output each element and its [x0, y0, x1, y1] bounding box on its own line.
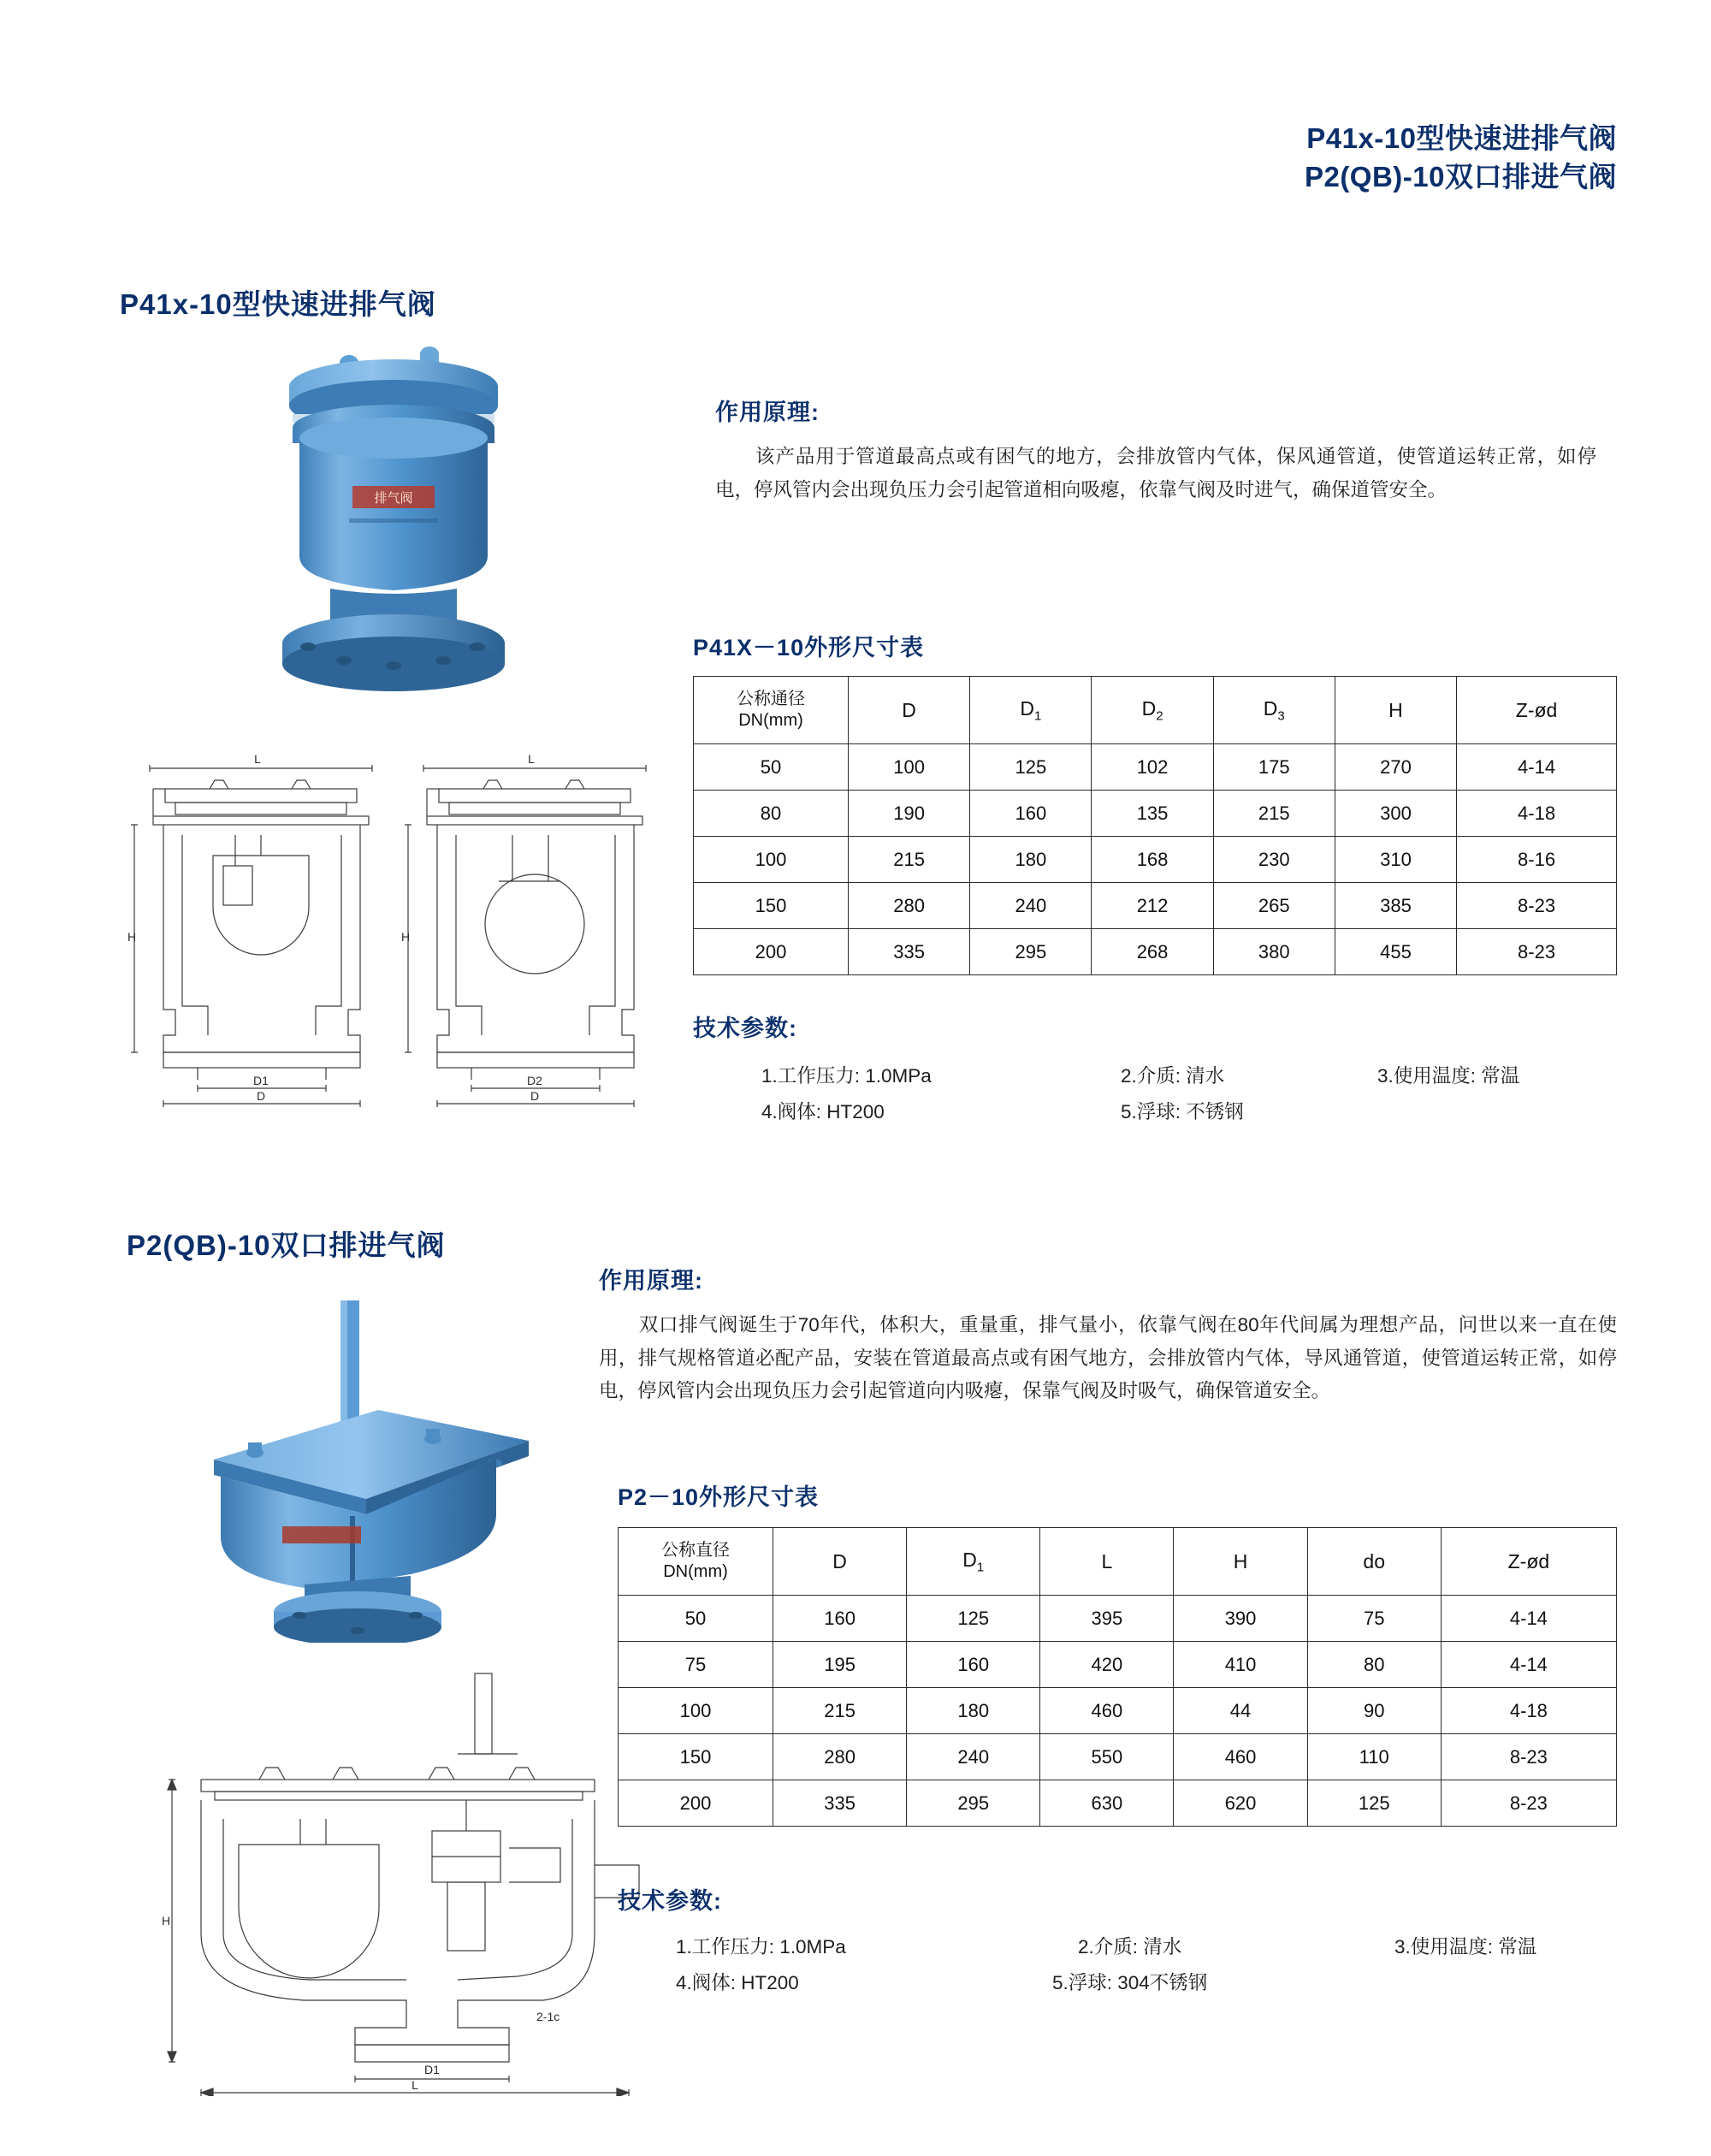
cell-r1-c1: 190	[849, 791, 970, 837]
col-header-4: $D_3$	[1213, 677, 1335, 744]
section2-table-heading: P2－10外形尺寸表	[618, 1484, 820, 1510]
svg-text:L: L	[254, 753, 261, 766]
section2-principle-text: 双口排气阀诞生于70年代，体积大，重量重，排气量小，依靠气阀在80年代间属为理想产品，问世以来一直在使用，排气规格管道必配产品，安装在管道最高点或有困气地方，会排放管内气体，导风通管道，使管道运转正常，如停电，停风管内会出现负压力会引起管道向内吸瘪，保靠气阀及时吸气，确保管道安全。	[599, 1314, 1617, 1402]
cell-r0-c0: 50	[694, 744, 849, 791]
cell-r0-c1: 100	[849, 744, 970, 791]
svg-text:D1: D1	[424, 2063, 440, 2076]
col-header-1: D	[773, 1528, 907, 1596]
cell-r1-c4: 410	[1174, 1642, 1307, 1688]
section2-tech-list	[676, 1932, 1617, 2004]
cell-r2-c2: 180	[907, 1688, 1040, 1734]
tech-item-1-1: 5.浮球: 不锈钢	[1121, 1101, 1244, 1122]
svg-text:H: H	[401, 930, 411, 944]
svg-text:H: H	[127, 930, 137, 944]
cell-r3-c5: 110	[1307, 1734, 1441, 1780]
tech-row-0	[676, 1932, 1617, 1968]
tech-row-1	[761, 1097, 1617, 1133]
cell-r4-c6: 8-23	[1457, 929, 1617, 975]
table-row	[694, 744, 1617, 791]
cell-r3-c0: 150	[694, 883, 849, 929]
section1-table-heading: P41X－10外形尺寸表	[693, 635, 925, 660]
cell-r0-c6: 4-14	[1441, 1596, 1616, 1642]
cell-r3-c4: 265	[1213, 883, 1335, 929]
svg-text:H: H	[162, 1914, 171, 1928]
col-header-3: $D_2$	[1092, 677, 1213, 744]
svg-text:D1: D1	[253, 1074, 269, 1087]
cell-r0-c3: 395	[1040, 1596, 1174, 1642]
cell-r1-c6: 4-18	[1457, 791, 1617, 837]
cell-r1-c2: 160	[907, 1642, 1040, 1688]
svg-text:D2: D2	[527, 1074, 542, 1087]
cell-r1-c5: 80	[1307, 1642, 1441, 1688]
cell-r2-c0: 100	[694, 837, 849, 883]
col-header-0: 公称通径 DN(mm)	[694, 677, 849, 744]
cell-r1-c4: 215	[1213, 791, 1335, 837]
col-header-2: $D_1$	[970, 677, 1092, 744]
cell-r2-c1: 215	[849, 837, 970, 883]
tech-item-1-0: 4.阀体: HT200	[761, 1101, 885, 1122]
svg-text:L: L	[411, 2078, 418, 2092]
cell-r2-c4: 44	[1174, 1688, 1307, 1734]
svg-text:D: D	[256, 1089, 266, 1103]
cell-r3-c5: 385	[1335, 883, 1456, 929]
cell-r2-c4: 230	[1213, 837, 1335, 883]
section1-title: P41x-10型快速进排气阀	[120, 288, 436, 320]
col-header-5: H	[1335, 677, 1456, 744]
cell-r3-c1: 280	[849, 883, 970, 929]
p2qb-section-drawing	[150, 1651, 689, 2096]
cell-r1-c3: 420	[1040, 1642, 1174, 1688]
table-row	[619, 1780, 1617, 1827]
col-header-1: D	[849, 677, 970, 744]
cell-r3-c0: 150	[619, 1734, 773, 1780]
col-header-3: L	[1040, 1528, 1174, 1596]
cell-r3-c2: 240	[970, 883, 1092, 929]
tech-row-1	[676, 1968, 1617, 2004]
section1-principle-text: 该产品用于管道最高点或有困气的地方，会排放管内气体，保风通管道，使管道运转正常，如停电，停风管内会出现负压力会引起管道相向吸瘪，依靠气阀及时进气，确保道管安全。	[715, 446, 1596, 500]
section2-tech-heading: 技术参数:	[618, 1888, 722, 1914]
col-header-0: 公称直径 DN(mm)	[619, 1528, 773, 1596]
table-row	[619, 1734, 1617, 1780]
tech-item-1-0: 4.阀体: HT200	[676, 1972, 799, 1993]
cell-r2-c6: 4-18	[1441, 1688, 1616, 1734]
table-row	[694, 929, 1617, 975]
cell-r1-c1: 195	[773, 1642, 907, 1688]
cell-r0-c5: 75	[1307, 1596, 1441, 1642]
drawing-label-2-1c: 2-1c	[536, 2010, 560, 2023]
cell-r4-c4: 380	[1213, 929, 1335, 975]
cell-r4-c3: 268	[1092, 929, 1213, 975]
cell-r4-c2: 295	[970, 929, 1092, 975]
cell-r0-c2: 125	[907, 1596, 1040, 1642]
cell-r2-c5: 310	[1335, 837, 1456, 883]
cell-r1-c0: 75	[619, 1642, 773, 1688]
cell-r1-c2: 160	[970, 791, 1092, 837]
table-row	[619, 1642, 1617, 1688]
tech-item-0-2: 3.使用温度: 常温	[1377, 1065, 1520, 1087]
table-row	[619, 1596, 1617, 1642]
cell-r4-c0: 200	[694, 929, 849, 975]
table-row	[694, 791, 1617, 837]
svg-text:排气阀: 排气阀	[374, 491, 413, 506]
cell-r2-c5: 90	[1307, 1688, 1441, 1734]
p2qb-valve-photo	[154, 1300, 565, 1647]
cell-r0-c3: 102	[1092, 744, 1213, 791]
table-row	[694, 883, 1617, 929]
page-header-line1: P41x-10型快速进排气阀	[1306, 122, 1617, 154]
cell-r2-c6: 8-16	[1457, 837, 1617, 883]
tech-item-0-1: 2.介质: 清水	[1078, 1936, 1182, 1958]
cell-r0-c2: 125	[970, 744, 1092, 791]
tech-item-0-2: 3.使用温度: 常温	[1394, 1936, 1537, 1958]
col-header-6: Z-ød	[1457, 677, 1617, 744]
svg-text:D: D	[530, 1089, 540, 1103]
col-header-2: $D_1$	[907, 1528, 1040, 1596]
cell-r4-c2: 295	[907, 1780, 1040, 1827]
cell-r0-c5: 270	[1335, 744, 1456, 791]
cell-r4-c5: 125	[1307, 1780, 1441, 1827]
cell-r2-c1: 215	[773, 1688, 907, 1734]
tech-item-0-1: 2.介质: 清水	[1121, 1065, 1225, 1087]
page-header	[1305, 120, 1617, 196]
cell-r3-c2: 240	[907, 1734, 1040, 1780]
cell-r4-c4: 620	[1174, 1780, 1307, 1827]
cell-r3-c3: 550	[1040, 1734, 1174, 1780]
tech-row-0	[761, 1061, 1617, 1097]
tech-item-0-0: 1.工作压力: 1.0MPa	[761, 1065, 932, 1087]
cell-r4-c3: 630	[1040, 1780, 1174, 1827]
col-header-6: Z-ød	[1441, 1528, 1616, 1596]
cell-r0-c0: 50	[619, 1596, 773, 1642]
cell-r4-c0: 200	[619, 1780, 773, 1827]
page-header-line2: P2(QB)-10双口排进气阀	[1304, 160, 1617, 192]
cell-r0-c6: 4-14	[1457, 744, 1617, 791]
cell-r3-c1: 280	[773, 1734, 907, 1780]
section2-principle-heading: 作用原理:	[599, 1268, 703, 1294]
p2qb-dimension-table	[618, 1527, 1617, 1827]
cell-r0-c4: 175	[1213, 744, 1335, 791]
cell-r3-c3: 212	[1092, 883, 1213, 929]
svg-text:L: L	[528, 753, 535, 766]
cell-r2-c3: 168	[1092, 837, 1213, 883]
cell-r1-c0: 80	[694, 791, 849, 837]
p41x-valve-photo	[248, 342, 573, 732]
cell-r1-c6: 4-14	[1441, 1642, 1616, 1688]
cell-r4-c6: 8-23	[1441, 1780, 1616, 1827]
tech-item-0-0: 1.工作压力: 1.0MPa	[676, 1936, 846, 1958]
cell-r1-c5: 300	[1335, 791, 1456, 837]
section2-title: P2(QB)-10双口排进气阀	[127, 1229, 446, 1261]
cell-r3-c4: 460	[1174, 1734, 1307, 1780]
cell-r1-c3: 135	[1092, 791, 1213, 837]
cell-r2-c0: 100	[619, 1688, 773, 1734]
section1-principle-heading: 作用原理:	[715, 400, 820, 425]
col-header-4: H	[1174, 1528, 1307, 1596]
cell-r3-c6: 8-23	[1457, 883, 1617, 929]
tech-item-1-1: 5.浮球: 304不锈钢	[1052, 1972, 1208, 1993]
p41x-section-drawing-right	[389, 753, 672, 1112]
col-header-5: do	[1307, 1528, 1441, 1596]
cell-r4-c1: 335	[773, 1780, 907, 1827]
p41x-section-drawing-left	[115, 753, 398, 1112]
section1-tech-list	[761, 1061, 1617, 1133]
cell-r4-c1: 335	[849, 929, 970, 975]
cell-r2-c3: 460	[1040, 1688, 1174, 1734]
cell-r4-c5: 455	[1335, 929, 1456, 975]
cell-r3-c6: 8-23	[1441, 1734, 1616, 1780]
cell-r0-c1: 160	[773, 1596, 907, 1642]
p41x-dimension-table	[693, 676, 1617, 975]
section1-tech-heading: 技术参数:	[693, 1016, 797, 1041]
cell-r0-c4: 390	[1174, 1596, 1307, 1642]
table-row	[619, 1688, 1617, 1734]
cell-r2-c2: 180	[970, 837, 1092, 883]
table-row	[694, 837, 1617, 883]
